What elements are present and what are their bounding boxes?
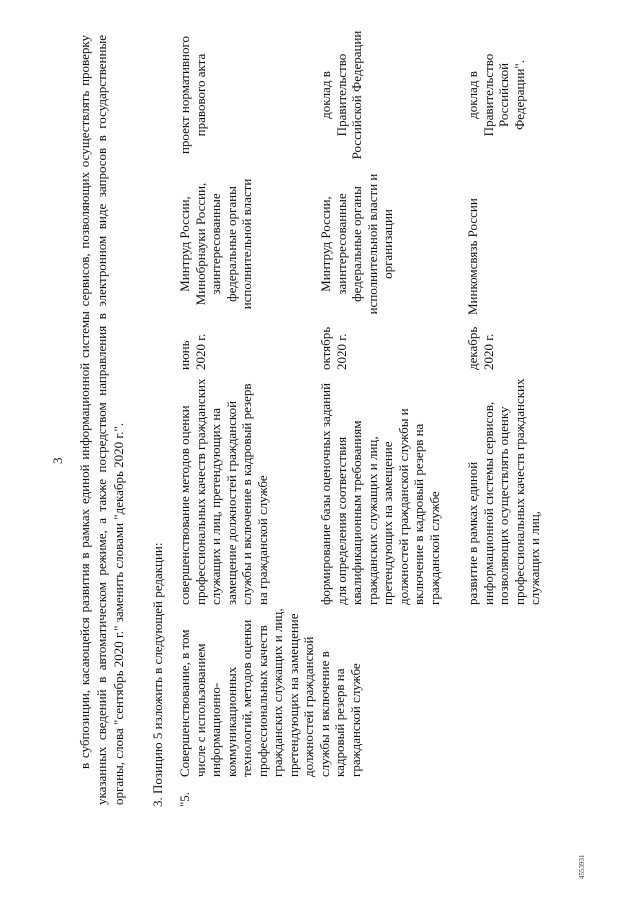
- document-code: 4553931: [578, 854, 586, 879]
- row-2-responsible: Минтруд России, заинтересованные федеральные органы исполнительной власти и организации: [318, 173, 395, 315]
- position-title-text: Совершенствование, в том числе с использованием информационно-коммуникационных технологий, методов оценки профессиональных качеств гражданских служащих и лиц, претендующих на замещение должностей гражданской службы и включение в кадровый резерв на гражданской службе: [177, 608, 363, 777]
- row-1-responsible: Минтруд России, Минобрнауки России, заинтересованные федеральные органы исполнительной власти: [177, 178, 254, 310]
- row-2-result: доклад в Правительство Российской Федерации: [318, 30, 364, 160]
- row-2-deadline: октябрь 2020 г.: [318, 326, 349, 370]
- row-1-deadline: июнь 2020 г.: [177, 333, 208, 370]
- position-title: [177, 607, 363, 797]
- row-number: "5.: [177, 791, 192, 807]
- row-3-deadline: декабрь 2020 г.: [465, 326, 496, 370]
- page-number: 3: [50, 457, 65, 464]
- row-3-result: доклад в Правительство Российской Федерации".: [465, 53, 527, 137]
- row-1-result: проект нормативного правового акта: [177, 35, 208, 155]
- row-3-responsible: Минкомсвязь России: [465, 198, 480, 315]
- intro-paragraph: в субпозиции, касающейся развития в рамках единой информационной системы сервисов, позволяющих осуществлять проверку указанных сведений в автоматическом режиме, а также посредством направления в электронном виде запросов в государственные органы, слова "сентябрь 2020 г." заменить словами "декабрь 2020 г.".: [77, 35, 126, 805]
- row-3-action: развитие в рамках единой информационной системы сервисов, позволяющих осуществлять оценку профессиональных качеств гражданских служащих и лиц,: [465, 378, 542, 605]
- item-3-heading: 3. Позицию 5 изложить в следующей редакции:: [150, 542, 165, 807]
- row-2-action: формирование базы оценочных заданий для определения соответствия квалификационным требованиям гражданских служащих и лиц, претендующих на замещение должностей гражданской службы и включение в кадровый резерв на гражданской службе: [318, 382, 442, 605]
- row-1-action: совершенствование методов оценки профессиональных качеств гражданских служащих и лиц, претендующих на замещение должностей гражданской службы и включение в кадровый резерв на гражданской службе: [177, 378, 270, 605]
